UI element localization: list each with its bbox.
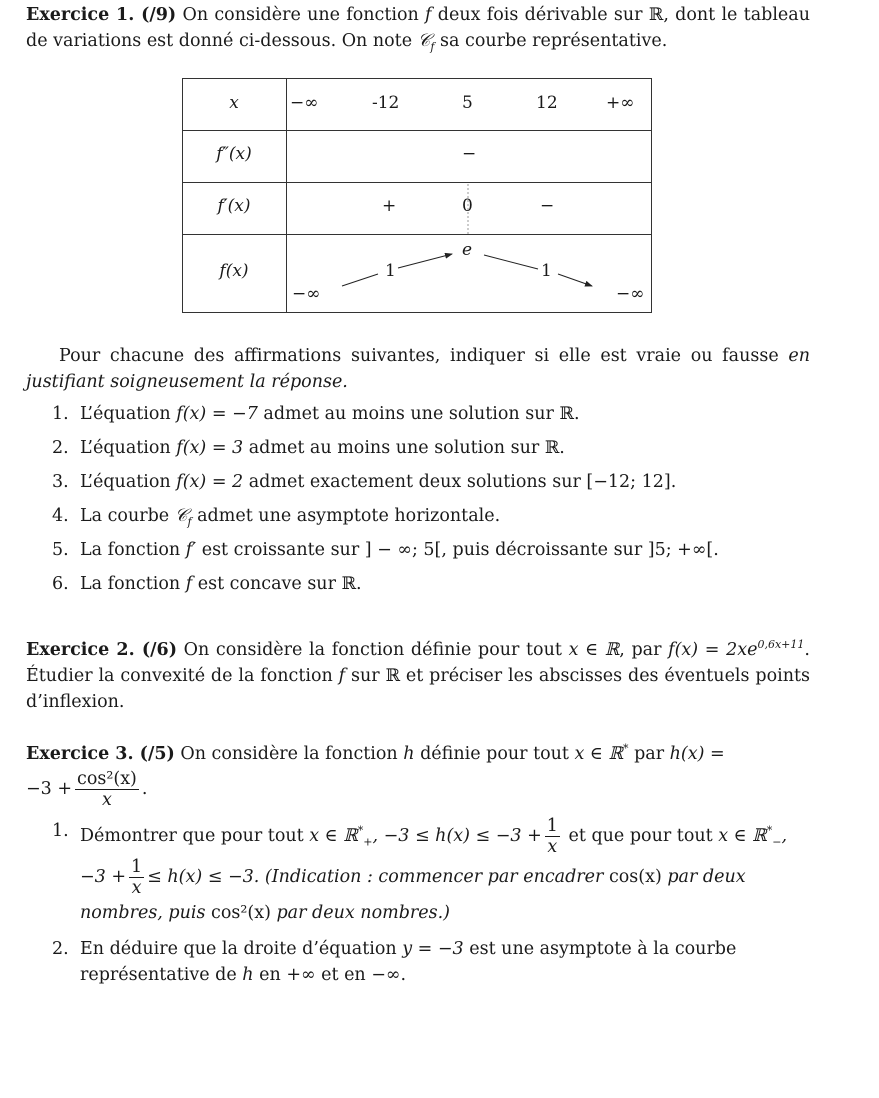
- ex3-title: Exercice 3. (/5): [26, 744, 175, 764]
- variation-table: [182, 78, 652, 313]
- x-value-minus-12: -12: [372, 93, 400, 113]
- f-value-minus-inf-right: −∞: [616, 284, 645, 304]
- ex1-intro-text-d: sa courbe représentative.: [434, 31, 668, 51]
- ex3-text: Exercice 3. (/5) On considère la fonction h définie pour tout x ∈ ℝ* par h(x) =: [26, 742, 725, 764]
- f-value-1-right: 1: [541, 261, 552, 281]
- f-second-sign: −: [462, 144, 477, 164]
- ex1-item: 1. L’équation f(x) = −7 admet au moins une solution sur ℝ.: [52, 404, 580, 424]
- ex1-intro-Cf: 𝒞: [417, 31, 431, 51]
- ex1-intro-Cf-sub: f: [430, 40, 435, 54]
- ex1-instruction-text: Pour chacune des affirmations suivantes, indiquer si elle est vraie ou fausse: [59, 346, 789, 366]
- arrow-up-1: [342, 274, 378, 286]
- ex1-intro-text: On considère une fonction: [176, 5, 426, 25]
- ex1-item: 6. La fonction f est concave sur ℝ.: [52, 574, 362, 594]
- f-prime-sign-minus: −: [540, 196, 555, 216]
- arrow-down-1: [484, 255, 538, 269]
- row-label-f-prime: f′(x): [217, 196, 251, 216]
- f-value-1-left: 1: [385, 261, 396, 281]
- x-value-minus-inf: −∞: [290, 93, 319, 113]
- arrow-down-2: [558, 274, 592, 286]
- x-value-5: 5: [462, 93, 473, 113]
- ex3-fraction: $\frac{\text{cos²(x)}}{x}$: [77, 769, 137, 810]
- ex1-intro-text-c: , dont le tableau de variations est donné ci-dessous. On note: [26, 5, 810, 51]
- f-value-e: e: [462, 240, 473, 260]
- ex3-item-2: 2. En déduire que la droite d’équation y = −3 est une asymptote à la courbe représentative de h en +∞ et en −∞.: [52, 939, 737, 985]
- ex1-item-list: [26, 401, 810, 597]
- f-prime-sign-plus: +: [382, 196, 397, 216]
- ex1-item: 5. La fonction f′ est croissante sur ] − ∞; 5[, puis décroissante sur ]5; +∞[.: [52, 540, 719, 560]
- ex1-intro-f: f: [425, 5, 432, 25]
- row-label-x: x: [229, 93, 239, 113]
- ex2-text: Exercice 2. (/6) On considère la fonction définie pour tout x ∈ ℝ, par $f(x) = 2xe^{0,6x+11}$. Étudier la convexité de la fonction f sur ℝ et préciser les abscisses des éventuels points d’inflexion.: [26, 638, 810, 712]
- ex1-title: Exercice 1. (/9): [26, 5, 177, 25]
- f-prime-zero: 0: [462, 196, 473, 216]
- ex3-definition: −3 + $\frac{\text{cos²(x)}}{x}$ .: [26, 769, 148, 810]
- ex1-item: 4. La courbe 𝒞$_f$ admet une asymptote horizontale.: [52, 506, 501, 529]
- ex1-item: 3. L’équation f(x) = 2 admet exactement deux solutions sur [−12; 12].: [52, 472, 677, 492]
- ex1-instruction-italic: en justifiant soigneusement la réponse.: [26, 346, 810, 392]
- f-value-minus-inf-left: −∞: [292, 284, 321, 304]
- ex2: [26, 637, 810, 715]
- ex3-item-list: [26, 816, 810, 988]
- x-value-plus-inf: +∞: [606, 93, 635, 113]
- ex3-item-1: 1. Démontrer que pour tout x ∈ ℝ*$_+$, −3 ≤ h(x) ≤ −3 + $\frac{1}{x}$ et que pour tout x ∈ ℝ*$_-$, −3 + $\frac{1}{x}$ ≤ h(x) ≤ −3. (Indication : commencer par encadrer cos(x) par deux nombres, puis cos²(x) par deux nombres.): [52, 816, 788, 923]
- ex1-item: 2. L’équation f(x) = 3 admet au moins une solution sur ℝ.: [52, 438, 565, 458]
- arrow-up-2: [398, 254, 452, 268]
- ex1-intro-text-b: deux fois dérivable sur: [431, 5, 649, 25]
- ex1-intro: [26, 2, 810, 54]
- ex2-title: Exercice 2. (/6): [26, 640, 177, 660]
- row-label-f-second: f″(x): [216, 144, 252, 164]
- ex3: [26, 741, 810, 988]
- ex1-intro-R: ℝ: [648, 5, 664, 25]
- x-value-12: 12: [536, 93, 558, 113]
- row-label-f: f(x): [219, 261, 249, 281]
- ex1-instruction: [26, 343, 810, 395]
- ex1-questions: [26, 343, 810, 597]
